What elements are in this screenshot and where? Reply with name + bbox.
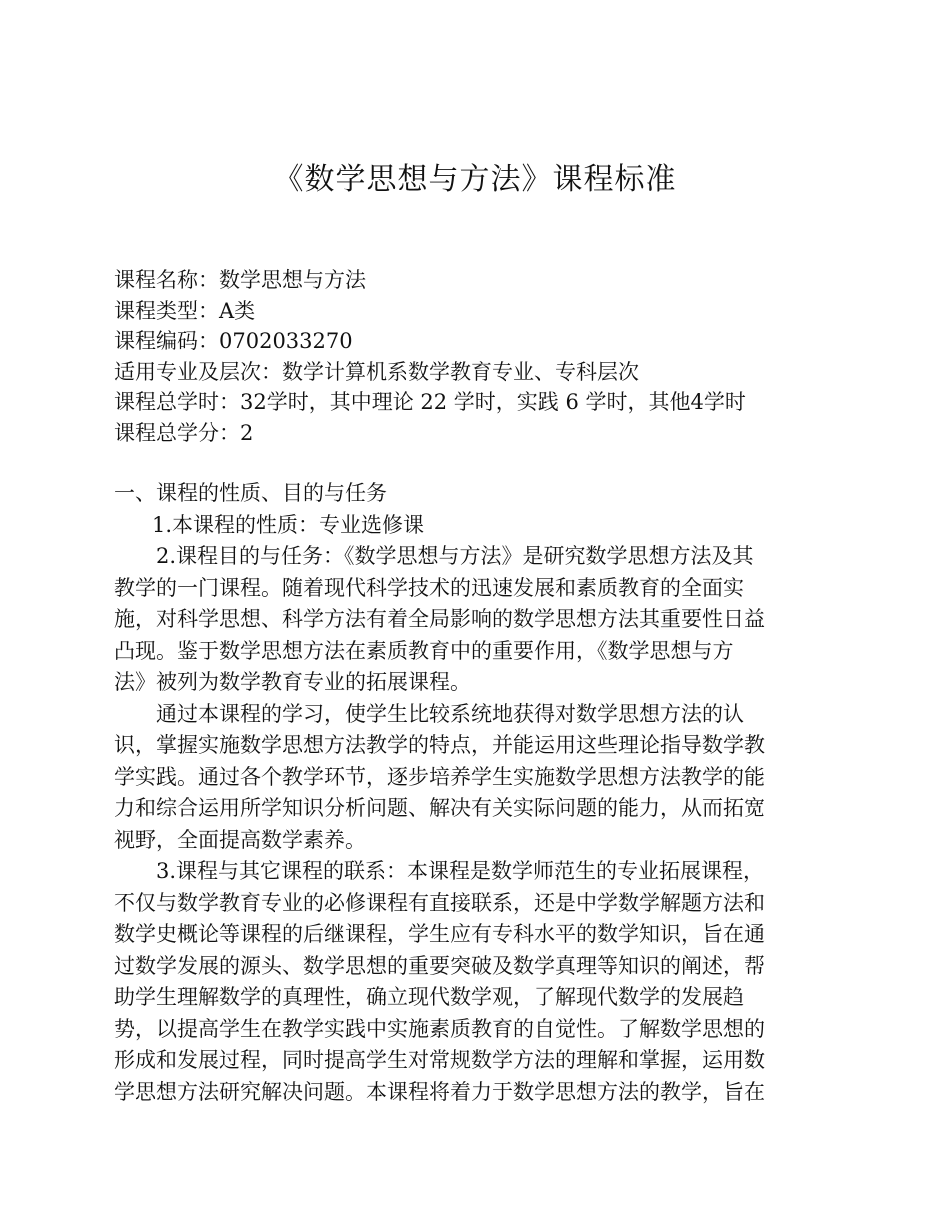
paragraph-line: 助学生理解数学的真理性，确立现代数学观，了解现代数学的发展趋 — [114, 985, 744, 1009]
paragraph-line: 过数学发展的源头、数学思想的重要突破及数学真理等知识的阐述，帮 — [114, 953, 765, 978]
paragraph-line: 识，掌握实施数学思想方法教学的特点，并能运用这些理论指导数学教 — [114, 733, 765, 757]
paragraph-line: 不仅与数学教育专业的必修课程有直接联系，还是中学数学解题方法和 — [114, 890, 765, 915]
paragraph-line: 通过本课程的学习，使学生比较系统地获得对数学思想方法的认 — [156, 701, 744, 726]
course-name-line: 课程名称：数学思想与方法 — [114, 268, 366, 292]
paragraph-learning-outcomes — [114, 699, 854, 857]
paragraph-line: 3.课程与其它课程的联系：本课程是数学师范生的专业拓展课程， — [156, 859, 765, 883]
paragraph-line: 视野，全面提高数学素养。 — [114, 827, 366, 852]
applicable-major-line: 适用专业及层次：数学计算机系数学教育专业、专科层次 — [114, 359, 639, 384]
paragraph-line: 学实践。通过各个教学环节，逐步培养学生实施数学思想方法教学的能 — [114, 764, 765, 789]
total-hours-line: 课程总学时：32学时，其中理论 22 学时，实践 6 学时，其他4学时 — [114, 390, 746, 414]
section-nature-purpose-tasks — [114, 478, 854, 1108]
course-info-block — [114, 265, 854, 448]
section-heading: 一、课程的性质、目的与任务 — [114, 481, 387, 505]
document-title: 《数学思想与方法》课程标准 — [273, 162, 677, 197]
paragraph-line: 教学的一门课程。随着现代科学技术的迅速发展和素质教育的全面实 — [114, 575, 744, 600]
course-type-line: 课程类型：A类 — [114, 298, 256, 323]
total-credits-line: 课程总学分：2 — [114, 420, 254, 445]
paragraph-line: 2.课程目的与任务：《数学思想与方法》是研究数学思想方法及其 — [156, 544, 754, 568]
paragraph-line: 形成和发展过程，同时提高学生对常规数学方法的理解和掌握，运用数 — [114, 1048, 765, 1072]
paragraph-line: 学思想方法研究解决问题。本课程将着力于数学思想方法的教学，旨在 — [114, 1079, 765, 1104]
paragraph-course-relations — [114, 856, 854, 1108]
course-code-line: 课程编码：0702033270 — [114, 329, 353, 353]
paragraph-course-purpose — [114, 541, 854, 699]
paragraph-line: 势，以提高学生在教学实践中实施素质教育的自觉性。了解数学思想的 — [114, 1016, 765, 1041]
paragraph-line: 数学史概论等课程的后继课程，学生应有专科水平的数学知识，旨在通 — [114, 922, 765, 946]
item-course-nature: 1.本课程的性质：专业选修课 — [152, 512, 425, 537]
paragraph-line: 法》被列为数学教育专业的拓展课程。 — [114, 670, 471, 694]
paragraph-line: 凸现。鉴于数学思想方法在素质教育中的重要作用，《数学思想与方 — [114, 638, 734, 663]
paragraph-line: 施，对科学思想、科学方法有着全局影响的数学思想方法其重要性日益 — [114, 607, 765, 631]
paragraph-line: 力和综合运用所学知识分析问题、解决有关实际问题的能力，从而拓宽 — [114, 796, 765, 820]
